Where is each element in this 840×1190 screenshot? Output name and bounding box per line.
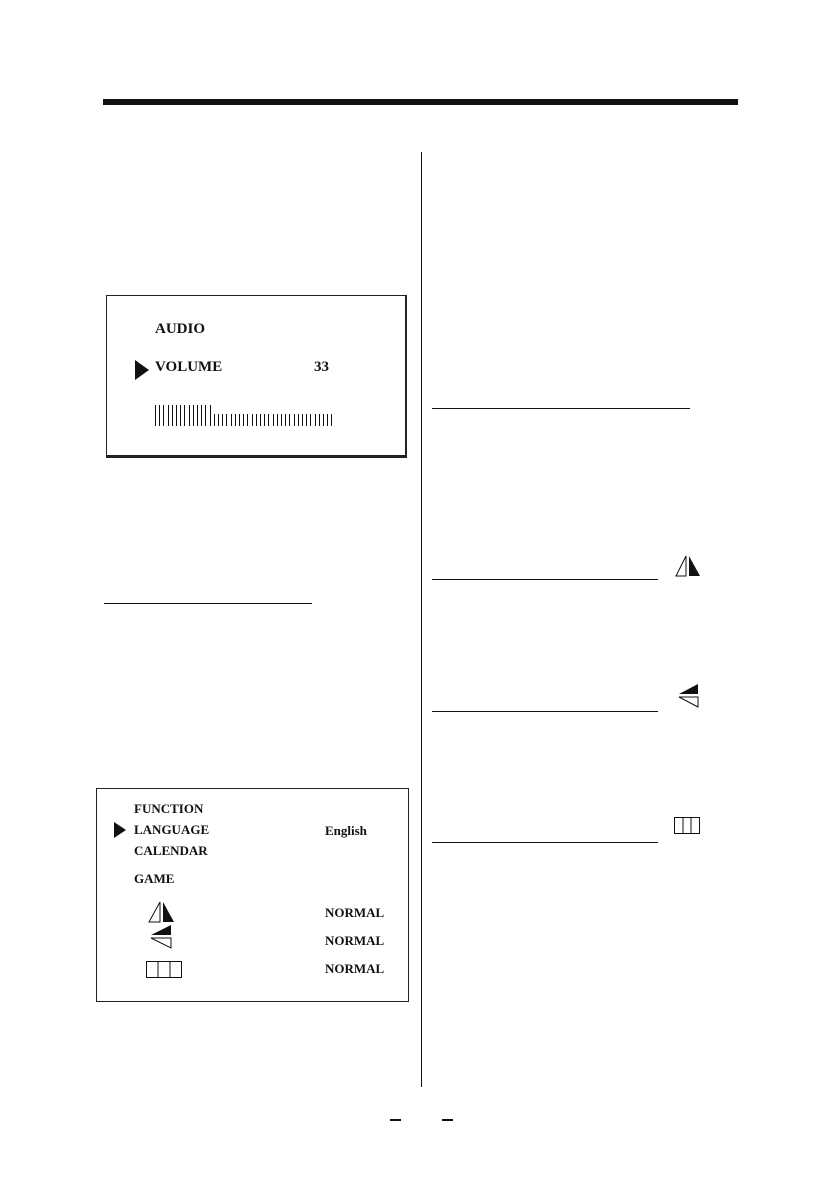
volume-tick-empty: [331, 414, 332, 426]
blank-underline: [432, 842, 658, 843]
volume-tick-empty: [327, 414, 328, 426]
mirror-horizontal-value: NORMAL: [325, 905, 385, 920]
volume-tick-empty: [260, 414, 261, 426]
language-value: English: [325, 823, 367, 838]
volume-tick-empty: [277, 414, 278, 426]
volume-tick-empty: [231, 414, 232, 426]
volume-tick-empty: [222, 414, 223, 426]
column-divider: [421, 152, 422, 1087]
volume-tick-filled: [176, 405, 177, 426]
menu-item-calendar[interactable]: CALENDAR: [134, 843, 208, 858]
volume-tick-empty: [235, 414, 236, 426]
volume-tick-filled: [172, 405, 173, 426]
volume-tick-filled: [180, 405, 181, 426]
function-osd-panel: [96, 788, 409, 1002]
mirror-vertical-value: NORMAL: [325, 933, 385, 948]
selection-arrow-icon: [114, 822, 126, 838]
volume-tick-filled: [189, 405, 190, 426]
volume-tick-filled: [210, 405, 211, 426]
volume-tick-filled: [155, 405, 156, 426]
function-title: FUNCTION: [134, 801, 204, 816]
volume-tick-empty: [239, 414, 240, 426]
blank-underline: [104, 603, 312, 604]
volume-tick-filled: [184, 405, 185, 426]
volume-tick-empty: [298, 414, 299, 426]
audio-osd-panel: [106, 295, 407, 458]
volume-tick-empty: [226, 414, 227, 426]
volume-tick-filled: [193, 405, 194, 426]
volume-tick-filled: [163, 405, 164, 426]
mirror-horizontal-icon: [674, 555, 702, 577]
menu-item-language[interactable]: LANGUAGE: [134, 822, 210, 837]
volume-tick-empty: [323, 414, 324, 426]
volume-value: 33: [314, 359, 329, 375]
volume-tick-filled: [205, 405, 206, 426]
volume-tick-empty: [256, 414, 257, 426]
volume-tick-empty: [252, 414, 253, 426]
volume-tick-filled: [201, 405, 202, 426]
volume-tick-filled: [159, 405, 160, 426]
page-number-dash: [390, 1119, 401, 1121]
aspect-ratio-icon: [674, 817, 700, 834]
volume-label: VOLUME: [155, 359, 223, 375]
aspect-ratio-icon[interactable]: [146, 961, 182, 978]
volume-tick-empty: [273, 414, 274, 426]
volume-tick-empty: [289, 414, 290, 426]
volume-tick-empty: [268, 414, 269, 426]
volume-tick-empty: [302, 414, 303, 426]
selection-arrow-icon: [135, 360, 149, 380]
aspect-ratio-value: NORMAL: [325, 961, 385, 976]
volume-tick-empty: [243, 414, 244, 426]
mirror-vertical-icon[interactable]: [149, 924, 175, 950]
volume-tick-empty: [285, 414, 286, 426]
mirror-horizontal-icon[interactable]: [147, 901, 177, 923]
volume-level-bar[interactable]: [155, 404, 335, 426]
menu-item-game[interactable]: GAME: [134, 871, 175, 886]
blank-underline: [432, 579, 658, 580]
volume-tick-empty: [214, 414, 215, 426]
top-rule: [103, 99, 738, 105]
volume-tick-empty: [310, 414, 311, 426]
volume-tick-filled: [168, 405, 169, 426]
volume-tick-empty: [218, 414, 219, 426]
volume-tick-empty: [319, 414, 320, 426]
audio-title: AUDIO: [155, 321, 206, 337]
volume-tick-filled: [197, 405, 198, 426]
volume-tick-empty: [306, 414, 307, 426]
page-number-dash: [442, 1119, 453, 1121]
mirror-vertical-icon: [677, 683, 701, 709]
volume-tick-empty: [294, 414, 295, 426]
blank-underline: [432, 408, 690, 409]
blank-underline: [432, 711, 658, 712]
volume-tick-empty: [315, 414, 316, 426]
volume-tick-empty: [247, 414, 248, 426]
volume-tick-empty: [281, 414, 282, 426]
volume-tick-empty: [264, 414, 265, 426]
